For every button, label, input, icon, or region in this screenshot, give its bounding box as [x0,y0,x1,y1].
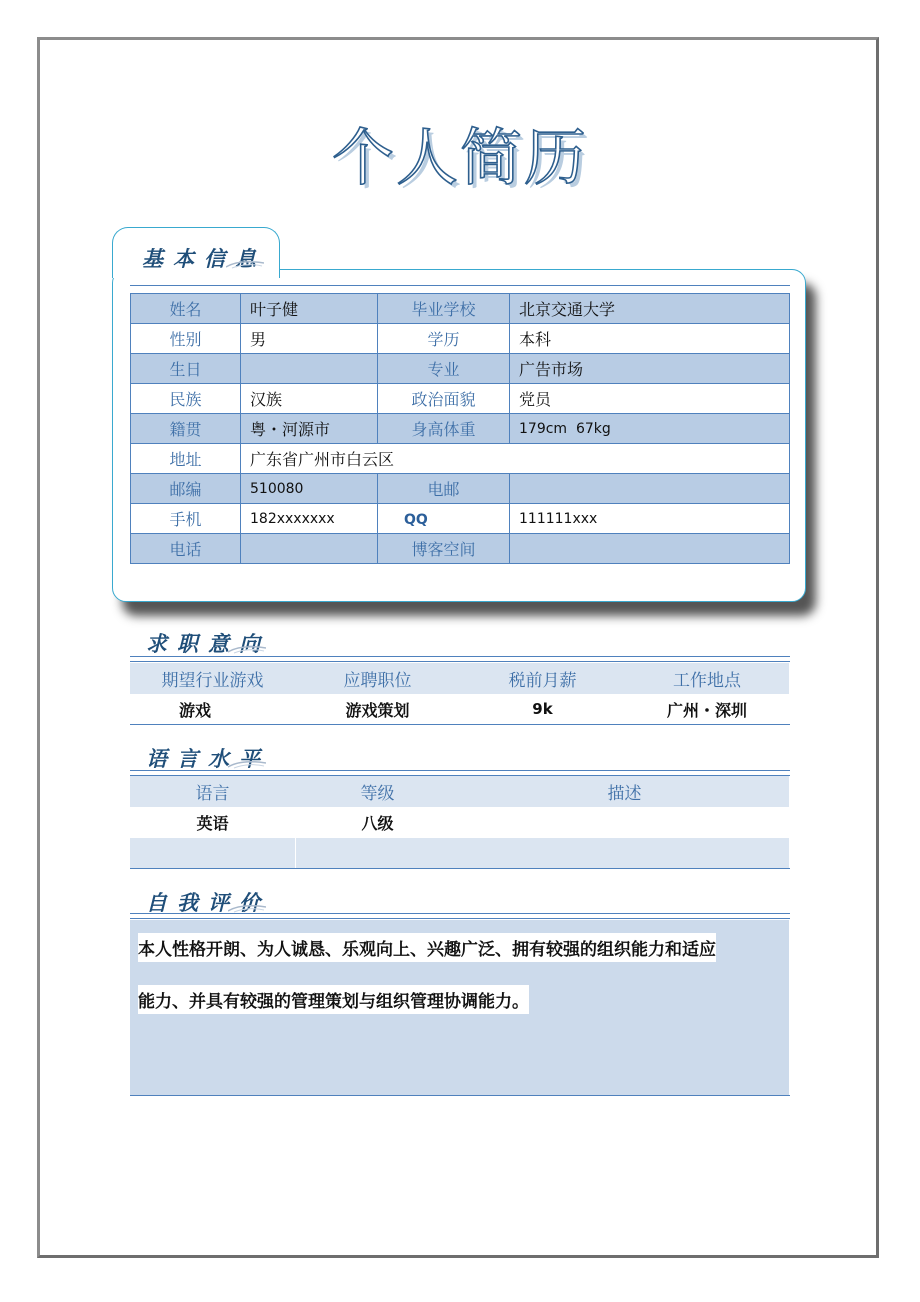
value-height-weight: 179cm 67kg [510,414,790,444]
swoosh-icon [228,644,266,654]
job-value-industry: 游戏 [178,700,211,720]
value-gender: 男 [241,324,378,354]
value-native-place: 粤・河源市 [241,414,378,444]
basic-info-table [130,293,790,564]
table-row [131,414,790,444]
job-header-position: 应聘职位 [343,671,412,691]
job-header-row [130,663,789,694]
section-title-language: 语言水平 [146,746,270,771]
value-phone [241,534,378,564]
table-row [131,354,790,384]
value-qq: 111111xxx [510,504,790,534]
language-header-row [130,776,789,807]
value-ethnicity: 汉族 [241,384,378,414]
table-row [131,474,790,504]
label-native-place: 籍贯 [131,414,241,444]
job-header-industry: 期望行业游戏 [161,671,264,691]
section-rule [130,661,790,662]
value-birthday [241,354,378,384]
section-rule [130,868,790,869]
label-blog: 博客空间 [378,534,510,564]
label-phone: 电话 [131,534,241,564]
table-row [131,324,790,354]
table-row [131,444,790,474]
language-value-row [130,807,789,838]
section-rule [130,913,790,914]
label-ethnicity: 民族 [131,384,241,414]
value-name: 叶子健 [241,294,378,324]
section-rule [130,724,790,725]
language-empty-row [130,838,789,868]
language-value-desc [460,807,789,838]
self-evaluation-line-2: 能力、并具有较强的管理策划与组织管理协调能力。 [138,985,529,1014]
value-major: 广告市场 [510,354,790,384]
table-row [131,534,790,564]
value-school: 北京交通大学 [510,294,790,324]
value-email [510,474,790,504]
label-major: 专业 [378,354,510,384]
job-value-salary: 9k [532,700,553,718]
swoosh-icon [226,259,264,269]
label-name: 姓名 [131,294,241,324]
section-rule [130,285,790,286]
job-header-location: 工作地点 [673,671,741,691]
language-value-level: 八级 [361,814,394,833]
label-height-weight: 身高体重 [378,414,510,444]
job-value-location: 广州・深圳 [666,700,747,720]
table-row [131,294,790,324]
job-value-row [130,694,789,724]
label-gender: 性别 [131,324,241,354]
label-qq-text: QQ [404,512,428,528]
label-postcode: 邮编 [131,474,241,504]
section-rule [130,918,790,919]
label-email: 电邮 [378,474,510,504]
self-evaluation-line-1: 本人性格开朗、为人诚恳、乐观向上、兴趣广泛、拥有较强的组织能力和适应 [138,933,716,962]
table-row [131,384,790,414]
page-title: 个人简历 [331,121,588,194]
value-address: 广东省广州市白云区 [241,444,790,474]
column-divider [295,838,296,868]
language-value-lang: 英语 [196,814,229,833]
value-political: 党员 [510,384,790,414]
label-address: 地址 [131,444,241,474]
section-title-self: 自我评价 [146,890,270,915]
section-title-basic: 基本信息 [142,246,266,271]
job-value-position: 游戏策划 [345,700,410,720]
section-rule [130,1095,790,1096]
table-row [131,504,790,534]
label-degree: 学历 [378,324,510,354]
label-mobile: 手机 [131,504,241,534]
language-header-level: 等级 [360,784,395,804]
job-header-salary: 税前月薪 [508,671,577,691]
label-school: 毕业学校 [378,294,510,324]
label-birthday: 生日 [131,354,241,384]
language-header-lang: 语言 [195,784,230,804]
label-political: 政治面貌 [378,384,510,414]
section-title-job: 求职意向 [146,631,270,656]
section-rule [130,770,790,771]
value-degree: 本科 [510,324,790,354]
language-header-desc: 描述 [607,784,642,804]
swoosh-icon [228,759,266,769]
swoosh-icon [228,903,266,913]
value-postcode: 510080 [241,474,378,504]
section-rule [130,656,790,657]
value-mobile: 182xxxxxxx [241,504,378,534]
value-blog [510,534,790,564]
label-qq [378,504,510,534]
